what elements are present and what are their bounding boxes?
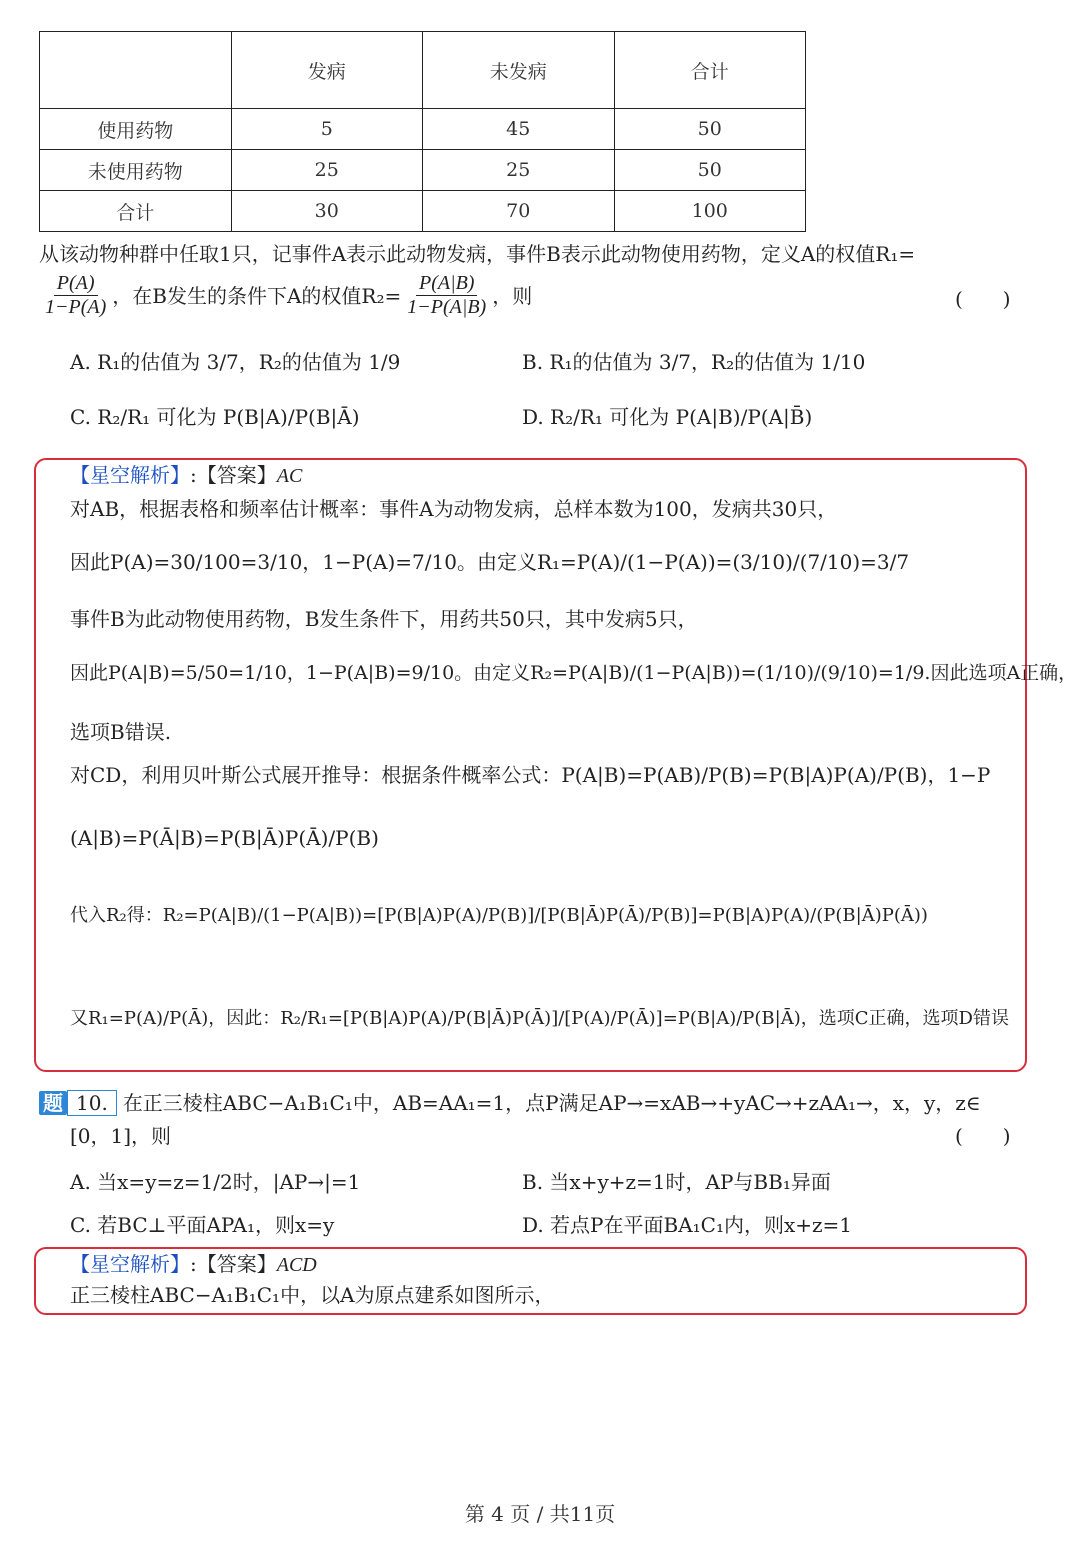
q10-option-b: B. 当x+y+z=1时，AP与BB₁异面 <box>522 1170 831 1194</box>
q9-stem-line2 <box>39 272 532 319</box>
sol9-line4: 因此P(A|B)=5/50=1/10，1−P(A|B)=9/10。由定义R₂=P(A|B)/(1−P(A|B))=(1/10)/(9/10)=1/9.因此选项A正确， <box>70 662 1078 684</box>
solution-label: 【星空解析】 <box>70 1252 190 1276</box>
page-footer: 第 4 页 / 共11页 <box>464 1502 616 1526</box>
q9-stem-end: ，则 <box>492 283 533 308</box>
table-cell: 45 <box>423 109 615 150</box>
solution-10-header <box>70 1252 317 1277</box>
table-row <box>40 109 806 150</box>
sol10-line1: 正三棱柱ABC−A₁B₁C₁中，以A为原点建系如图所示， <box>70 1283 555 1307</box>
table-cell: 50 <box>614 109 806 150</box>
table-cell: 5 <box>231 109 423 150</box>
sol9-line7: (A|B)=P(Ā|B)=P(B|Ā)P(Ā)/P(B) <box>70 826 379 850</box>
table-cell: 25 <box>231 150 423 191</box>
table-header-cell: 合计 <box>614 32 806 109</box>
table-cell: 未使用药物 <box>40 150 232 191</box>
sol9-line6: 对CD，利用贝叶斯公式展开推导：根据条件概率公式：P(A|B)=P(AB)/P(B)=P(B|A)P(A)/P(B)，1−P <box>70 763 991 787</box>
table-header-cell: 发病 <box>231 32 423 109</box>
table-row <box>40 150 806 191</box>
sol9-line2: 因此P(A)=30/100=3/10，1−P(A)=7/10。由定义R₁=P(A)/(1−P(A))=(3/10)/(7/10)=3/7 <box>70 550 910 574</box>
q9-stem-mid: ，在B发生的条件下A的权值R₂= <box>112 283 402 308</box>
answer-label: :【答案】 <box>190 1252 277 1276</box>
q9-option-d: D. R₂/R₁ 可化为 P(A|B)/P(A|B̄) <box>522 405 813 429</box>
sol9-line9: 又R₁=P(A)/P(Ā)，因此：R₂/R₁=[P(B|A)P(A)/P(B|Ā)P(Ā)]/[P(A)/P(Ā)]=P(B|A)/P(B|Ā)，选项C正确，选项D错误 <box>70 1008 1009 1029</box>
table-header-row <box>40 32 806 109</box>
question-number: 10. <box>67 1090 117 1116</box>
solution-label: 【星空解析】 <box>70 463 190 487</box>
q10-stem-line1 <box>39 1090 981 1116</box>
table-cell: 30 <box>231 191 423 232</box>
q10-option-a: A. 当x=y=z=1/2时，|AP→|=1 <box>70 1170 361 1194</box>
answer-label: :【答案】 <box>190 463 277 487</box>
sol9-line8: 代入R₂得：R₂=P(A|B)/(1−P(A|B))=[P(B|A)P(A)/P(B)]/[P(B|Ā)P(Ā)/P(B)]=P(B|A)P(A)/(P(B|Ā)P(Ā)) <box>70 905 928 926</box>
q9-frac-r1: $\frac{P(A)}{1-P(A)}$ <box>45 272 107 318</box>
table-header-cell <box>40 32 232 109</box>
q10-answer-paren: ( ) <box>955 1124 1011 1148</box>
table-cell: 100 <box>614 191 806 232</box>
q10-stem-line2: [0，1]，则 <box>70 1124 172 1148</box>
question-badge: 题 <box>39 1091 67 1115</box>
solution-9-header <box>70 463 302 488</box>
q9-frac-r2: $\frac{P(A|B)}{1-P(A|B)}$ <box>407 272 487 318</box>
table-cell: 70 <box>423 191 615 232</box>
table-header-cell: 未发病 <box>423 32 615 109</box>
table-cell: 使用药物 <box>40 109 232 150</box>
q9-option-b: B. R₁的估值为 3/7，R₂的估值为 1/10 <box>522 350 866 374</box>
table-cell: 合计 <box>40 191 232 232</box>
q9-answer-paren: ( ) <box>955 287 1011 311</box>
q10-stem-text: 在正三棱柱ABC−A₁B₁C₁中，AB=AA₁=1，点P满足AP→=xAB→+yAC→+zAA₁→，x，y，z∈ <box>122 1091 981 1115</box>
data-table <box>39 31 806 232</box>
answer-value: AC <box>276 465 303 487</box>
sol9-line5: 选项B错误. <box>70 720 172 744</box>
q9-option-c: C. R₂/R₁ 可化为 P(B|A)/P(B|Ā) <box>70 405 360 429</box>
table-cell: 50 <box>614 150 806 191</box>
answer-value: ACD <box>276 1254 317 1276</box>
sol9-line1: 对AB，根据表格和频率估计概率：事件A为动物发病，总样本数为100，发病共30只， <box>70 497 838 521</box>
q9-stem-line1: 从该动物种群中任取1只，记事件A表示此动物发病，事件B表示此动物使用药物，定义A的权值R₁= <box>39 242 916 266</box>
q10-option-c: C. 若BC⊥平面APA₁，则x=y <box>70 1213 335 1237</box>
table-row <box>40 191 806 232</box>
table-cell: 25 <box>423 150 615 191</box>
q9-option-a: A. R₁的估值为 3/7，R₂的估值为 1/9 <box>70 350 401 374</box>
sol9-line3: 事件B为此动物使用药物，B发生条件下，用药共50只，其中发病5只， <box>70 607 698 631</box>
q10-option-d: D. 若点P在平面BA₁C₁内，则x+z=1 <box>522 1213 853 1237</box>
